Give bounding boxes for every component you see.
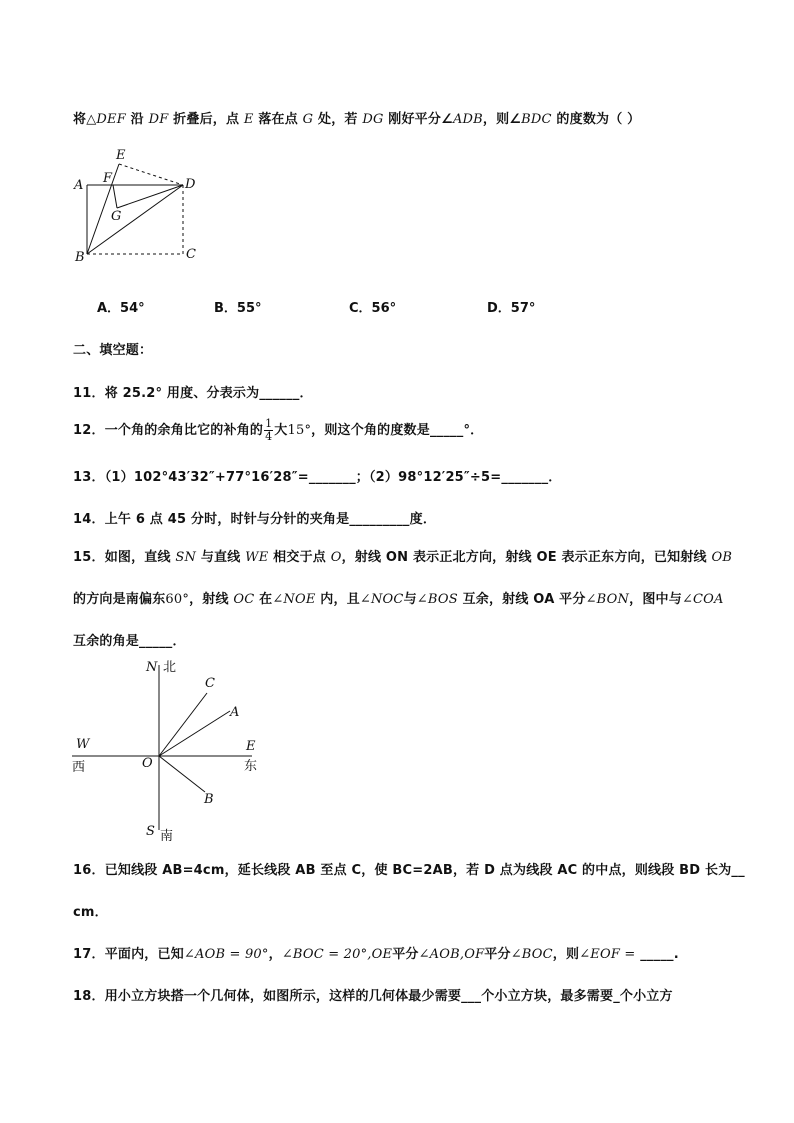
q15-var: OC (233, 592, 255, 607)
q15-var: O (330, 550, 342, 565)
label-O: O (142, 756, 153, 771)
q15-var: ∠NOE (272, 592, 316, 607)
point-label-B: B (75, 250, 85, 265)
q15-text: ，图中与 (629, 592, 682, 607)
question-16-line-1: 16．已知线段 AB=4cm，延长线段 AB 至点 C，使 BC=2AB，若 D 点为线段 AC 的中点，则线段 BD 长为__ (73, 863, 745, 878)
q10-var: BDC (521, 112, 552, 127)
question-10-text (73, 108, 640, 127)
fraction (264, 418, 273, 443)
q15-var: WE (245, 550, 269, 565)
q10-text: 处，若 (313, 112, 363, 127)
question-17-text (73, 943, 679, 962)
q10-text: 刚好平分∠ (383, 112, 453, 127)
fraction-denominator: 4 (265, 430, 273, 443)
q17-text: ， (268, 947, 282, 962)
q15-text: ，射线 (189, 592, 234, 607)
q15-text: 在 (254, 592, 273, 607)
label-south: 南 (160, 829, 174, 844)
q10-text: ，则∠ (482, 112, 522, 127)
q17-text: ，则 (552, 947, 580, 962)
section-heading: 二、填空题： (73, 343, 153, 358)
label-C: C (205, 676, 215, 691)
q17-math: ∠BOC = 20°,OE (281, 947, 393, 962)
label-W: W (76, 737, 90, 752)
q10-text: 沿 (125, 112, 149, 127)
ray-OC (159, 693, 207, 756)
q15-text: 相交于点 (268, 550, 331, 565)
segment-GD (117, 185, 183, 208)
q15-var: ∠BOS (416, 592, 458, 607)
q10-var: G (302, 112, 314, 127)
q17-math: ∠EOF = (579, 947, 636, 962)
label-B: B (204, 792, 214, 807)
q12-text: 大 (274, 423, 288, 438)
label-E: E (246, 739, 256, 754)
q12-text: 12．一个角的余角比它的补角的 (73, 423, 264, 438)
question-14-text: 14．上午 6 点 45 分时，时针与分针的夹角是_________度． (73, 512, 437, 527)
segment-ED-dashed (119, 164, 183, 185)
q10-text: 将△ (73, 112, 97, 127)
option-b: B．55° (214, 301, 262, 316)
q17-text: _____. (635, 947, 679, 962)
q15-text: 互余，射线 OA 平分 (457, 592, 586, 607)
ray-OA (159, 711, 230, 756)
point-label-C: C (186, 247, 196, 262)
question-15-line-2 (73, 588, 724, 607)
option-a: A．54° (97, 301, 145, 316)
q10-var: ADB (452, 112, 483, 127)
question-15-line-1 (73, 546, 732, 565)
point-label-D: D (185, 177, 196, 192)
q15-text: 内，且 (315, 592, 360, 607)
q17-text: 平分 (484, 947, 511, 962)
label-S: S (146, 824, 155, 839)
q15-text: 的方向是南偏东 (73, 592, 166, 607)
q15-var: ∠COA (681, 592, 724, 607)
label-N: N (146, 660, 158, 675)
segment-FG (113, 185, 117, 208)
point-label-G: G (111, 209, 122, 224)
q17-math: ∠BOC (510, 947, 553, 962)
q12-value: 15° (287, 423, 312, 438)
q10-text: 的度数为（ ） (551, 112, 641, 127)
question-12-text (73, 418, 483, 443)
q10-text: 折叠后，点 (168, 112, 244, 127)
option-c: C．56° (349, 301, 397, 316)
q17-math: ∠AOB,OF (418, 947, 485, 962)
q15-text: 与直线 (196, 550, 246, 565)
q10-var: E (243, 112, 254, 127)
segment-BD (87, 185, 183, 254)
q15-var: ∠BON (585, 592, 630, 607)
fraction-numerator: 1 (265, 417, 273, 430)
question-18-text: 18．用小立方块搭一个几何体，如图所示，这样的几何体最少需要___个小立方块，最多需要_个小立方 (73, 989, 673, 1004)
point-label-F: F (103, 171, 113, 186)
point-label-A: A (74, 178, 84, 193)
label-A: A (230, 705, 240, 720)
q15-var: SN (175, 550, 197, 565)
label-east: 东 (244, 759, 258, 774)
q15-var: 60° (165, 592, 190, 607)
option-d: D．57° (487, 301, 536, 316)
question-15-line-3: 互余的角是_____． (73, 634, 186, 649)
label-north: 北 (163, 660, 177, 675)
q15-text: ，射线 ON 表示正北方向，射线 OE 表示正东方向，已知射线 (341, 550, 712, 565)
question-11-text: 11．将 25.2° 用度、分表示为______． (73, 386, 313, 401)
q10-var: DEF (96, 112, 126, 127)
folding-rectangle-figure (70, 145, 210, 270)
q10-text: 落在点 (253, 112, 303, 127)
q12-text: ，则这个角的度数是_____°． (311, 423, 484, 438)
q17-text: 17．平面内，已知 (73, 947, 184, 962)
q15-text: 与 (403, 592, 417, 607)
point-label-E: E (116, 148, 126, 163)
label-west: 西 (72, 760, 86, 775)
q15-var: OB (711, 550, 733, 565)
q15-var: ∠NOC (359, 592, 404, 607)
q15-text: 15．如图，直线 (73, 550, 176, 565)
q17-text: 平分 (392, 947, 419, 962)
compass-direction-figure (68, 655, 268, 845)
q10-var: DG (362, 112, 384, 127)
ray-OB (159, 756, 205, 792)
question-13-text: 13．（1）102°43′32″+77°16′28″=_______；（2）98°12′25″÷5=_______． (73, 470, 562, 485)
q10-var: DF (148, 112, 169, 127)
q17-math: ∠AOB = 90° (183, 947, 269, 962)
question-16-line-2: cm． (73, 905, 108, 920)
